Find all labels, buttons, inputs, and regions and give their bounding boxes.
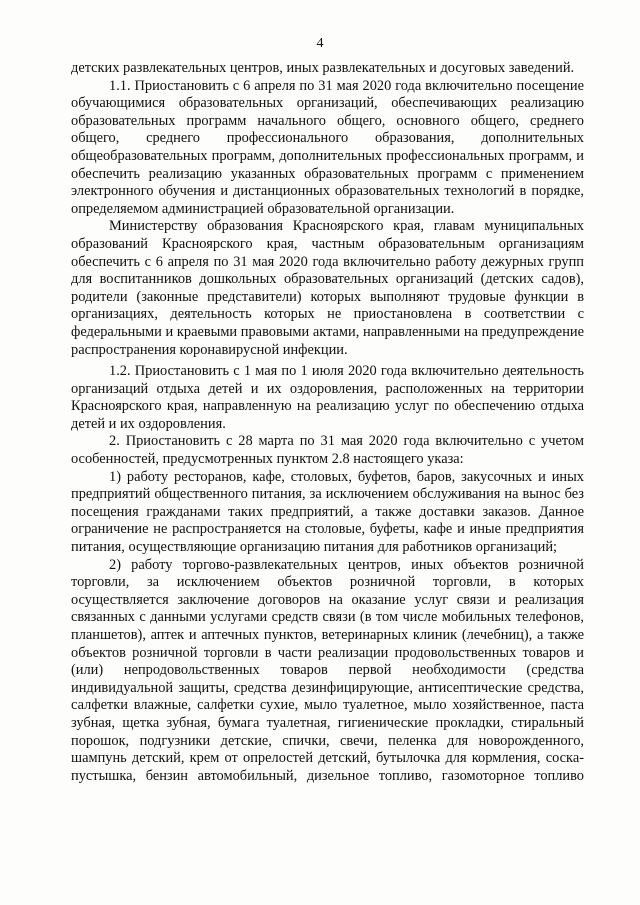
paragraph-ministry: Министерству образования Красноярского края, главам муниципальных образований Красноярского края, частным образовательным организациям обеспечить с 6 апреля по 31 мая 2020 года включительно работу дежурных групп для воспитанников дошкольных образовательных организаций (детских садов), родители (законные представители) которых выполняют трудовые функции в организациях, деятельность которых не приостановлена в соответствии с федеральными и краевыми правовыми актами, направленными на предупреждение распространения коронавирусной инфекции. xyxy=(71,218,584,358)
paragraph-1-1: 1.1. Приостановить с 6 апреля по 31 мая 2020 года включительно посещение обучающимися образовательных организаций, обеспечивающих реализацию образовательных программ начального общего, основного общего, среднего общего, среднего профессионального образования, дополнительных общеобразовательных программ, дополнительных профессиональных программ, и обеспечить реализацию указанных образовательных программ с применением электронного обучения и дистанционных образовательных технологий в порядке, определяемом администрацией образовательной организации. xyxy=(71,77,584,217)
paragraph-2-item-2: 2) работу торгово-развлекательных центров, иных объектов розничной торговли, за исключением объектов розничной торговли, в которых осуществляется заключение договоров на оказание услуг связи и реализация связанных с данными услугами средств связи (в том числе мобильных телефонов, планшетов), аптек и аптечных пунктов, ветеринарных клиник (лечебниц), а также объектов розничной торговли в части реализации продовольственных товаров и (или) непродовольственных товаров первой необходимости (средства индивидуальной защиты, средства дезинфицирующие, антисептические средства, салфетки влажные, салфетки сухие, мыло туалетное, мыло хозяйственное, паста зубная, щетка зубная, бумага туалетная, гигиенические прокладки, стиральный порошок, подгузники детские, спички, свечи, пеленка для новорожденного, шампунь детский, крем от опрелостей детский, бутылочка для кормления, соска-пустышка, бензин автомобильный, дизельное топливо, газомоторное топливо xyxy=(71,556,584,784)
page-number: 4 xyxy=(316,36,324,51)
paragraph-continuation: детских развлекательных центров, иных развлекательных и досуговых заведений. xyxy=(71,60,575,76)
document-body xyxy=(71,60,584,785)
paragraph-2-item-1: 1) работу ресторанов, кафе, столовых, буфетов, баров, закусочных и иных предприятий общественного питания, за исключением обслуживания на вынос без посещения гражданами таких предприятий, а также доставки заказов. Данное ограничение не распространяется на столовые, буфеты, кафе и иные предприятия питания, осуществляющие организацию питания для работников организаций; xyxy=(71,468,584,556)
paragraph-2: 2. Приостановить с 28 марта по 31 мая 2020 года включительно с учетом особенностей, предусмотренных пунктом 2.8 настоящего указа: xyxy=(71,433,584,468)
paragraph-1-2: 1.2. Приостановить с 1 мая по 1 июля 2020 года включительно деятельность организаций отдыха детей и их оздоровления, расположенных на территории Красноярского края, направленную на реализацию услуг по обеспечению отдыха детей и их оздоровления. xyxy=(71,363,584,432)
